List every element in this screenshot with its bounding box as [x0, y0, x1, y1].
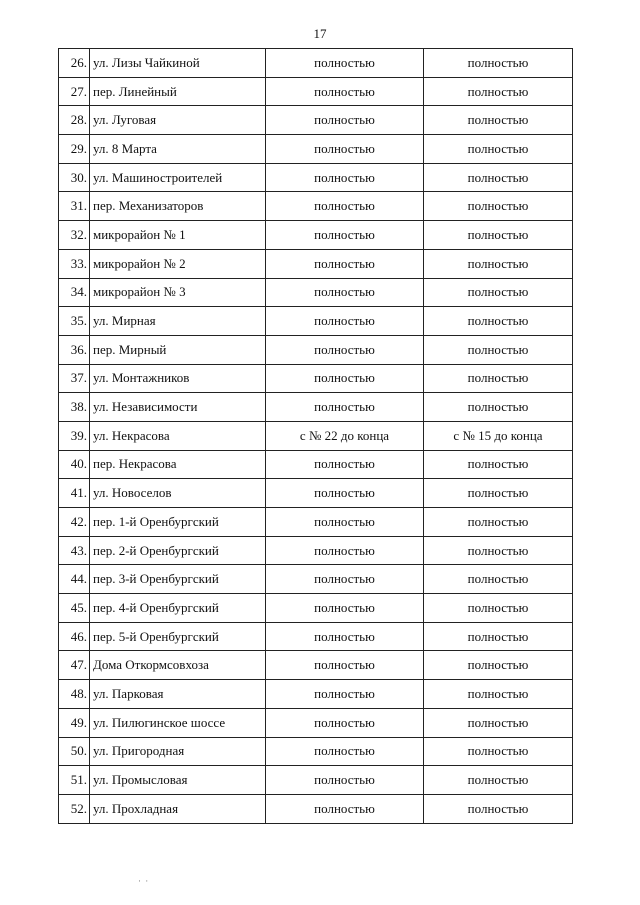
column-a-cell: полностью	[266, 192, 424, 221]
table-row	[59, 163, 573, 192]
column-a-cell: полностью	[266, 708, 424, 737]
column-b-cell: полностью	[424, 622, 573, 651]
column-b-cell: полностью	[424, 335, 573, 364]
street-name-cell: ул. Новоселов	[90, 479, 266, 508]
column-b-cell: полностью	[424, 163, 573, 192]
row-number-cell: 49.	[59, 708, 90, 737]
column-b-cell: полностью	[424, 192, 573, 221]
street-name-cell: пер. 4-й Оренбургский	[90, 594, 266, 623]
column-b-cell: полностью	[424, 249, 573, 278]
column-a-cell: полностью	[266, 680, 424, 709]
table-row	[59, 594, 573, 623]
row-number-cell: 52.	[59, 794, 90, 823]
row-number-cell: 47.	[59, 651, 90, 680]
table-row	[59, 479, 573, 508]
street-name-cell: ул. Пилюгинское шоссе	[90, 708, 266, 737]
row-number-cell: 29.	[59, 135, 90, 164]
column-a-cell: полностью	[266, 794, 424, 823]
column-b-cell: полностью	[424, 393, 573, 422]
street-name-cell: ул. Прохладная	[90, 794, 266, 823]
column-a-cell: полностью	[266, 163, 424, 192]
table-row	[59, 393, 573, 422]
column-b-cell: полностью	[424, 708, 573, 737]
table-row	[59, 766, 573, 795]
street-name-cell: ул. Лизы Чайкиной	[90, 49, 266, 78]
scan-artifact-mark: · ·	[138, 876, 150, 886]
column-a-cell: полностью	[266, 479, 424, 508]
table-row	[59, 221, 573, 250]
table-row	[59, 421, 573, 450]
column-a-cell: полностью	[266, 766, 424, 795]
column-b-cell: полностью	[424, 135, 573, 164]
street-name-cell: ул. Некрасова	[90, 421, 266, 450]
row-number-cell: 27.	[59, 77, 90, 106]
row-number-cell: 50.	[59, 737, 90, 766]
column-b-cell: полностью	[424, 508, 573, 537]
table-row	[59, 278, 573, 307]
street-name-cell: пер. 1-й Оренбургский	[90, 508, 266, 537]
column-a-cell: полностью	[266, 565, 424, 594]
column-a-cell: полностью	[266, 49, 424, 78]
column-b-cell: полностью	[424, 106, 573, 135]
column-b-cell: полностью	[424, 794, 573, 823]
column-a-cell: полностью	[266, 249, 424, 278]
column-a-cell: полностью	[266, 450, 424, 479]
table-row	[59, 565, 573, 594]
row-number-cell: 34.	[59, 278, 90, 307]
column-b-cell: полностью	[424, 766, 573, 795]
street-name-cell: микрорайон № 1	[90, 221, 266, 250]
streets-table-body	[59, 49, 573, 824]
column-b-cell: полностью	[424, 594, 573, 623]
table-row	[59, 622, 573, 651]
column-a-cell: полностью	[266, 393, 424, 422]
table-row	[59, 49, 573, 78]
column-a-cell: полностью	[266, 594, 424, 623]
column-a-cell: полностью	[266, 77, 424, 106]
street-name-cell: ул. Машиностроителей	[90, 163, 266, 192]
table-row	[59, 135, 573, 164]
table-row	[59, 680, 573, 709]
table-row	[59, 335, 573, 364]
row-number-cell: 33.	[59, 249, 90, 278]
street-name-cell: ул. Промысловая	[90, 766, 266, 795]
table-row	[59, 508, 573, 537]
column-b-cell: полностью	[424, 479, 573, 508]
column-b-cell: с № 15 до конца	[424, 421, 573, 450]
street-name-cell: ул. Мирная	[90, 307, 266, 336]
table-row	[59, 192, 573, 221]
row-number-cell: 51.	[59, 766, 90, 795]
column-b-cell: полностью	[424, 278, 573, 307]
table-row	[59, 651, 573, 680]
street-name-cell: пер. Механизаторов	[90, 192, 266, 221]
table-row	[59, 737, 573, 766]
row-number-cell: 44.	[59, 565, 90, 594]
column-a-cell: полностью	[266, 364, 424, 393]
column-b-cell: полностью	[424, 651, 573, 680]
row-number-cell: 38.	[59, 393, 90, 422]
row-number-cell: 31.	[59, 192, 90, 221]
street-name-cell: пер. 2-й Оренбургский	[90, 536, 266, 565]
table-row	[59, 450, 573, 479]
street-name-cell: микрорайон № 3	[90, 278, 266, 307]
row-number-cell: 42.	[59, 508, 90, 537]
column-a-cell: полностью	[266, 221, 424, 250]
row-number-cell: 36.	[59, 335, 90, 364]
street-name-cell: Дома Откормсовхоза	[90, 651, 266, 680]
street-name-cell: пер. 5-й Оренбургский	[90, 622, 266, 651]
street-name-cell: ул. 8 Марта	[90, 135, 266, 164]
row-number-cell: 39.	[59, 421, 90, 450]
row-number-cell: 46.	[59, 622, 90, 651]
row-number-cell: 32.	[59, 221, 90, 250]
column-a-cell: полностью	[266, 335, 424, 364]
table-row	[59, 249, 573, 278]
row-number-cell: 48.	[59, 680, 90, 709]
table-row	[59, 364, 573, 393]
street-name-cell: ул. Парковая	[90, 680, 266, 709]
row-number-cell: 26.	[59, 49, 90, 78]
row-number-cell: 35.	[59, 307, 90, 336]
column-a-cell: с № 22 до конца	[266, 421, 424, 450]
column-a-cell: полностью	[266, 622, 424, 651]
column-b-cell: полностью	[424, 221, 573, 250]
table-row	[59, 794, 573, 823]
column-b-cell: полностью	[424, 565, 573, 594]
column-a-cell: полностью	[266, 307, 424, 336]
street-name-cell: пер. Мирный	[90, 335, 266, 364]
row-number-cell: 45.	[59, 594, 90, 623]
row-number-cell: 40.	[59, 450, 90, 479]
row-number-cell: 28.	[59, 106, 90, 135]
street-name-cell: ул. Луговая	[90, 106, 266, 135]
row-number-cell: 43.	[59, 536, 90, 565]
street-name-cell: ул. Монтажников	[90, 364, 266, 393]
street-name-cell: пер. Линейный	[90, 77, 266, 106]
column-b-cell: полностью	[424, 450, 573, 479]
row-number-cell: 37.	[59, 364, 90, 393]
column-a-cell: полностью	[266, 278, 424, 307]
column-b-cell: полностью	[424, 77, 573, 106]
streets-table	[58, 48, 573, 824]
table-row	[59, 106, 573, 135]
column-a-cell: полностью	[266, 737, 424, 766]
page-number: 17	[313, 26, 327, 41]
column-b-cell: полностью	[424, 737, 573, 766]
street-name-cell: пер. 3-й Оренбургский	[90, 565, 266, 594]
table-row	[59, 77, 573, 106]
column-b-cell: полностью	[424, 307, 573, 336]
column-a-cell: полностью	[266, 508, 424, 537]
row-number-cell: 30.	[59, 163, 90, 192]
column-a-cell: полностью	[266, 536, 424, 565]
column-a-cell: полностью	[266, 651, 424, 680]
table-row	[59, 708, 573, 737]
column-a-cell: полностью	[266, 135, 424, 164]
street-name-cell: микрорайон № 2	[90, 249, 266, 278]
column-b-cell: полностью	[424, 536, 573, 565]
table-row	[59, 536, 573, 565]
street-name-cell: ул. Независимости	[90, 393, 266, 422]
street-name-cell: ул. Пригородная	[90, 737, 266, 766]
table-row	[59, 307, 573, 336]
column-b-cell: полностью	[424, 364, 573, 393]
column-b-cell: полностью	[424, 49, 573, 78]
column-b-cell: полностью	[424, 680, 573, 709]
column-a-cell: полностью	[266, 106, 424, 135]
street-name-cell: пер. Некрасова	[90, 450, 266, 479]
row-number-cell: 41.	[59, 479, 90, 508]
